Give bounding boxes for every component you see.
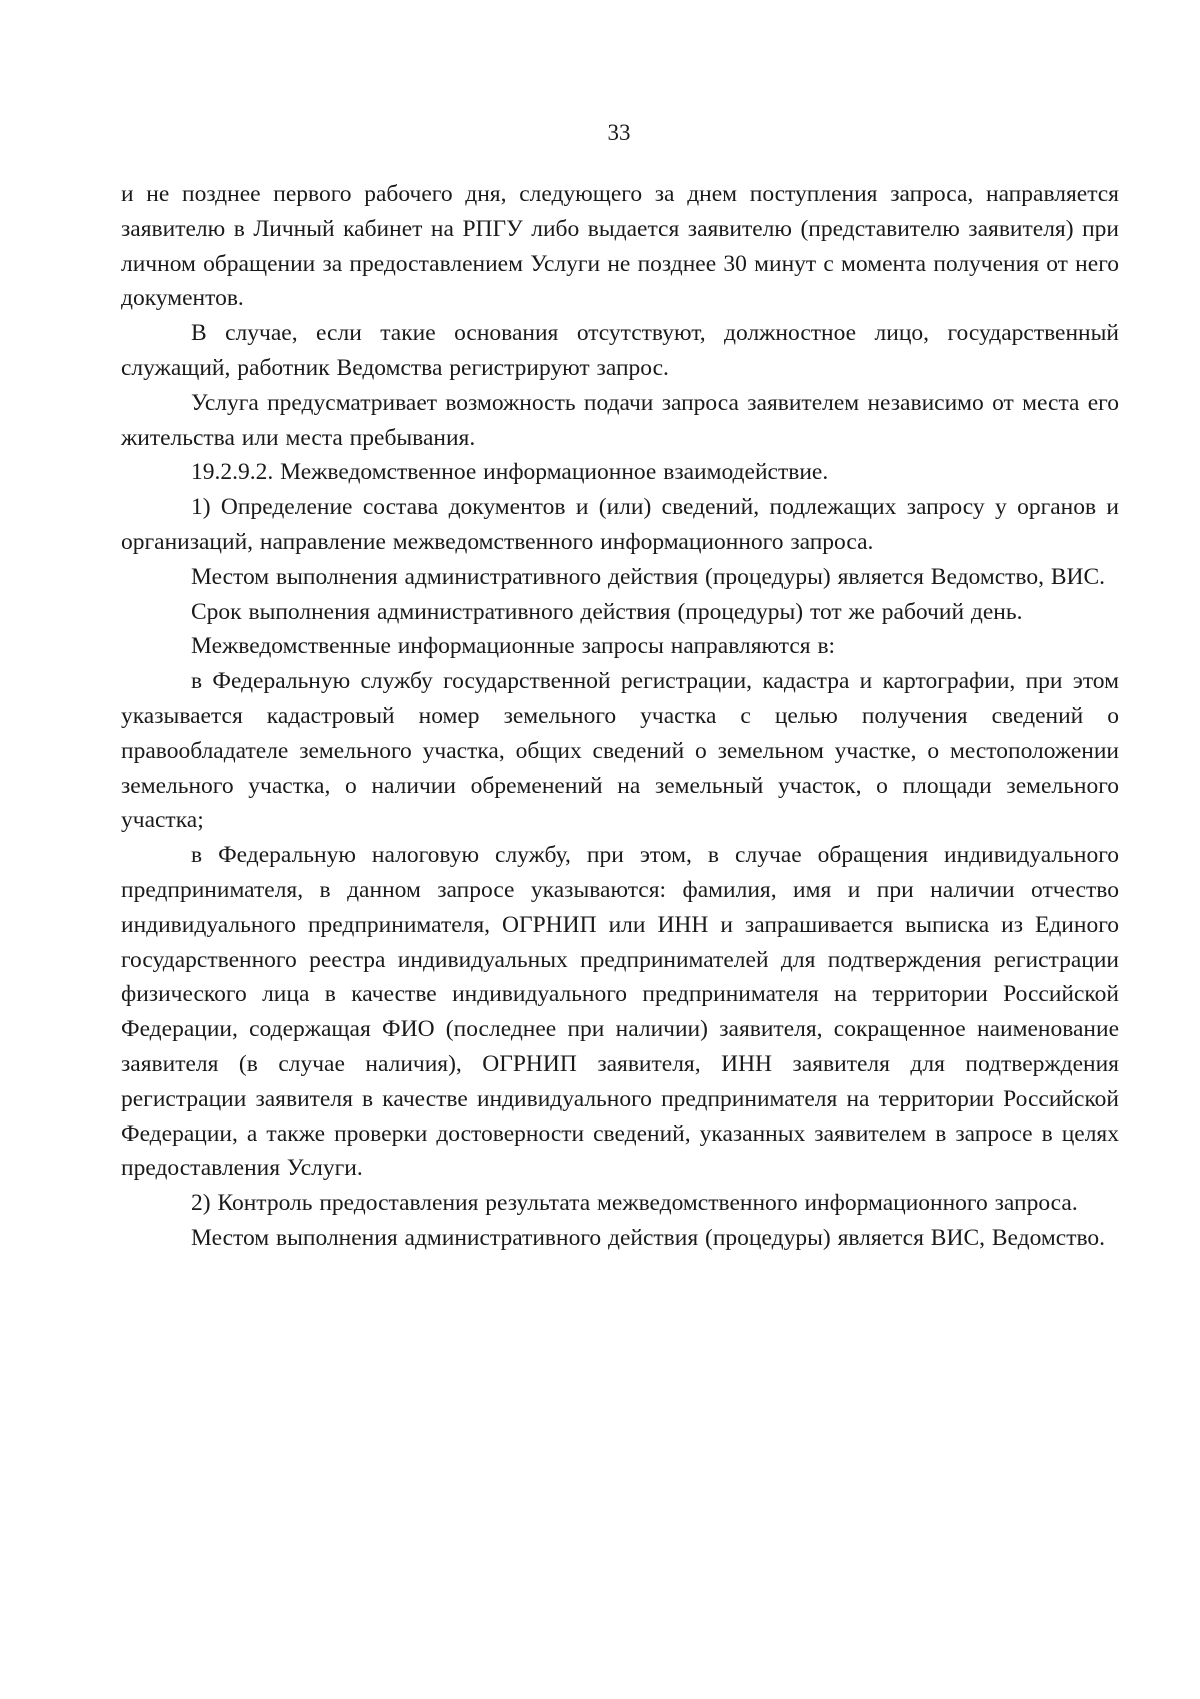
list-item: в Федеральную службу государственной регистрации, кадастра и картографии, при этом указывается кадастровый номер земельного участка с целью получения сведений о правообладателе земельного участка, общих сведений о земельном участке, о местоположении земельного участка, о наличии обременений на земельный участок, о площади земельного участка; [121,668,1119,834]
section-heading: 19.2.9.2. Межведомственное информационное взаимодействие. [191,459,829,486]
paragraph: 1) Определение состава документов и (или) сведений, подлежащих запросу у органов и организаций, направление межведомственного информационного запроса. [121,494,1119,555]
paragraph: Местом выполнения административного действия (процедуры) является ВИС, Ведомство. [191,1224,1106,1251]
paragraph: Услуга предусматривает возможность подачи запроса заявителем независимо от места его жительства или места пребывания. [121,389,1119,451]
paragraph: Срок выполнения административного действия (процедуры) тот же рабочий день. [191,598,1023,625]
document-body [121,177,1119,1256]
paragraph: Межведомственные информационные запросы направляются в: [191,633,836,660]
paragraph: Местом выполнения административного действия (процедуры) является Ведомство, ВИС. [191,563,1106,590]
page-number: 33 [607,120,631,145]
paragraph: В случае, если такие основания отсутствуют, должностное лицо, государственный служащий, работник Ведомства регистрируют запрос. [121,320,1119,381]
paragraph: 2) Контроль предоставления результата межведомственного информационного запроса. [191,1190,1078,1217]
list-item: в Федеральную налоговую службу, при этом, в случае обращения индивидуального предпринимателя, в данном запросе указываются: фамилия, имя и при наличии отчество индивидуального предпринимателя, ОГРНИП или ИНН и запрашивается выписка из Единого государственного реестра индивидуальных предпринимателей для подтверждения регистрации физического лица в качестве индивидуального предпринимателя на территории Российской Федерации, содержащая ФИО (последнее при наличии) заявителя, сокращенное наименование заявителя (в случае наличия), ОГРНИП заявителя, ИНН заявителя для подтверждения регистрации заявителя в качестве индивидуального предпринимателя на территории Российской Федерации, а также проверки достоверности сведений, указанных заявителем в запросе в целях предоставления Услуги. [121,842,1119,1182]
paragraph: и не позднее первого рабочего дня, следующего за днем поступления запроса, направляется заявителю в Личный кабинет на РПГУ либо выдается заявителю (представителю заявителя) при личном обращении за предоставлением Услуги не позднее 30 минут с момента получения от него документов. [121,181,1119,312]
